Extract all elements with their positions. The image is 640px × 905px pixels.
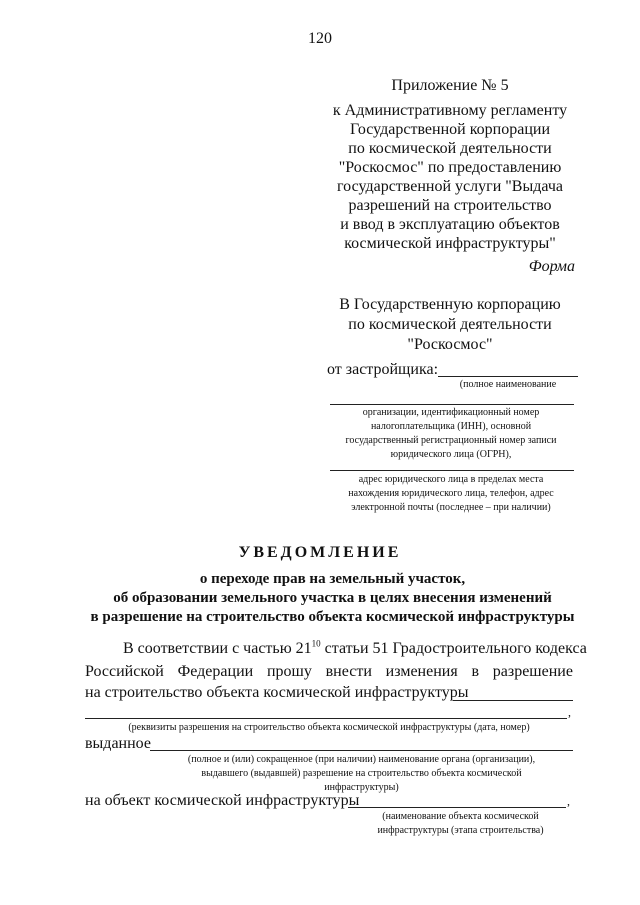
body-paragraph-start: В соответствии с частью $21^{10}$ статьи 51 Градостроительного кодекса xyxy=(123,638,587,657)
object-label: на объект космической инфраструктуры xyxy=(85,792,360,809)
appendix-line: по космической деятельности xyxy=(348,140,552,157)
appendix-line: и ввод в эксплуатацию объектов xyxy=(340,216,560,233)
comma-mark: , xyxy=(567,794,570,808)
issuer-field[interactable] xyxy=(150,750,573,751)
appendix-line: космической инфраструктуры" xyxy=(344,235,556,252)
comma-mark: , xyxy=(568,705,571,719)
developer-name-hint: (полное наименование xyxy=(459,379,557,390)
body-line-3: на строительство объекта космической инфраструктуры xyxy=(85,684,469,701)
form-label: Форма xyxy=(528,258,575,275)
appendix-line: "Роскосмос" по предоставлению xyxy=(338,159,562,176)
document-subtitle xyxy=(60,570,605,627)
recipient-line: "Роскосмос" xyxy=(407,336,493,353)
permit-details-field[interactable] xyxy=(85,718,567,719)
subtitle-line: в разрешение на строительство объекта космической инфраструктуры xyxy=(90,609,575,625)
recipient-line: по космической деятельности xyxy=(348,316,552,333)
permit-object-field[interactable] xyxy=(453,700,573,701)
recipient-line: В Государственную корпорацию xyxy=(339,296,561,313)
developer-address-field[interactable] xyxy=(330,470,574,471)
appendix-title: Приложение № 5 xyxy=(391,77,509,94)
appendix-line: государственной услуги "Выдача xyxy=(337,178,563,195)
appendix-line: разрешений на строительство xyxy=(348,197,552,214)
permit-details-hint: (реквизиты разрешения на строительство объекта космической инфраструктуры (дата, номер) xyxy=(128,722,530,733)
issued-label: выданное xyxy=(85,735,151,752)
body-line-2: Российской Федерации прошу внести изменения в разрешение xyxy=(85,663,573,680)
subtitle-line: об образовании земельного участка в целях внесения изменений xyxy=(113,590,552,606)
object-name-field[interactable] xyxy=(348,807,566,808)
document-title: УВЕДОМЛЕНИЕ xyxy=(238,544,402,561)
page-number: 120 xyxy=(308,30,332,47)
subtitle-line: о переходе прав на земельный участок, xyxy=(199,571,466,587)
appendix-line: к Административному регламенту xyxy=(332,102,568,119)
from-developer-label: от застройщика: xyxy=(327,361,439,378)
appendix-line: Государственной корпорации xyxy=(349,121,551,138)
